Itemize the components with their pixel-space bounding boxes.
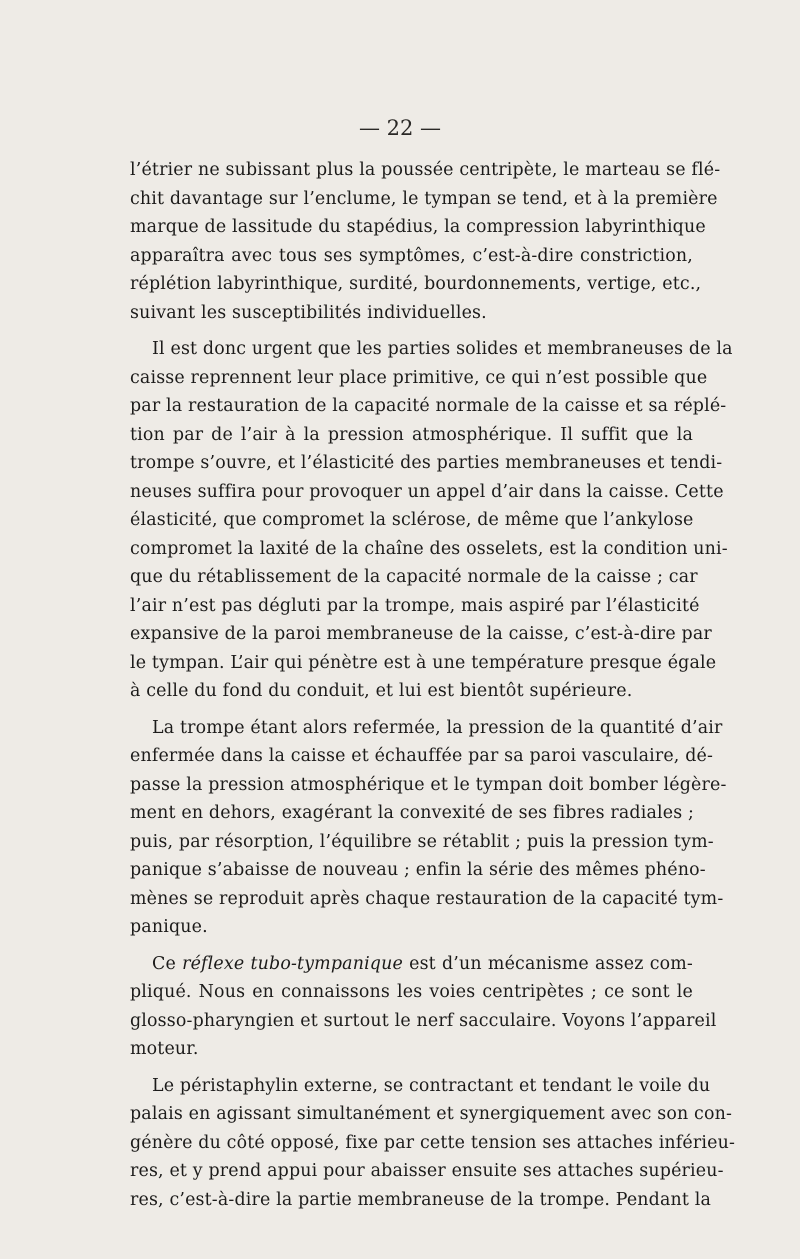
- text-line: apparaîtra avec tous ses symptômes, c’est-à-dire constriction,: [130, 245, 693, 266]
- text-line: ment en dehors, exagérant la convexité de ses fibres radiales ;: [130, 803, 695, 823]
- text-line: [130, 950, 693, 979]
- text-line: enfermée dans la caisse et échauffée par sa paroi vasculaire, dé-: [130, 746, 714, 766]
- italic-term: réflexe tubo-tympanique: [182, 953, 403, 974]
- text-line: le tympan. L’air qui pénètre est à une température presque égale: [130, 652, 717, 673]
- text-line: trompe s’ouvre, et l’élasticité des parties membraneuses et tendi-: [130, 453, 723, 473]
- text-line: à celle du fond du conduit, et lui est bientôt supérieure.: [130, 681, 633, 701]
- text-line: l’étrier ne subissant plus la poussée centripète, le marteau se flé-: [130, 160, 721, 180]
- text-line: moteur.: [130, 1039, 199, 1059]
- text-line: chit davantage sur l’enclume, le tympan se tend, et à la première: [130, 188, 718, 209]
- text-line: puis, par résorption, l’équilibre se rétablit ; puis la pression tym-: [130, 831, 714, 852]
- text-line: caisse reprennent leur place primitive, ce qui n’est possible que: [130, 367, 708, 388]
- text-line: mènes se reproduit après chaque restauration de la capacité tym-: [130, 888, 724, 909]
- text-line: tion par de l’air à la pression atmosphérique. Il suffit que la: [130, 424, 693, 445]
- text-line: marque de lassitude du stapédius, la compression labyrinthique: [130, 217, 706, 237]
- text-line: panique.: [130, 917, 208, 937]
- text-line: neuses suffira pour provoquer un appel d’air dans la caisse. Cette: [130, 481, 724, 502]
- text-line: res, et y prend appui pour abaisser ensuite ses attaches supérieu-: [130, 1161, 724, 1181]
- text-line: passe la pression atmosphérique et le tympan doit bomber légère-: [130, 774, 727, 795]
- paragraph-1: [130, 156, 721, 327]
- text-line: par la restauration de la capacité normale de la caisse et sa réplé-: [130, 396, 727, 416]
- text-line: Il est donc urgent que les parties solides et membraneuses de la: [152, 339, 733, 359]
- paragraph-4: [130, 950, 717, 1064]
- text-line: expansive de la paroi membraneuse de la caisse, c’est-à-dire par: [130, 624, 712, 644]
- paragraph-2: [130, 335, 733, 706]
- text-line: La trompe étant alors refermée, la pression de la quantité d’air: [152, 717, 723, 738]
- text-run: Ce: [152, 953, 183, 974]
- text-line: panique s’abaisse de nouveau ; enfin la série des mêmes phéno-: [130, 860, 706, 880]
- paragraph-5: [130, 1072, 735, 1215]
- text-line: l’air n’est pas dégluti par la trompe, mais aspiré par l’élasticité: [130, 595, 700, 616]
- text-line: compromet la laxité de la chaîne des osselets, est la condition uni-: [130, 538, 728, 559]
- text-line: Le péristaphylin externe, se contractant et tendant le voile du: [152, 1075, 711, 1096]
- text-line: suivant les susceptibilités individuelles.: [130, 302, 487, 323]
- text-line: que du rétablissement de la capacité normale de la caisse ; car: [130, 567, 698, 587]
- text-line: réplétion labyrinthique, surdité, bourdonnements, vertige, etc.,: [130, 274, 702, 294]
- text-line: palais en agissant simultanément et synergiquement avec son con-: [130, 1104, 733, 1124]
- text-line: glosso-pharyngien et surtout le nerf sacculaire. Voyons l’appareil: [130, 1010, 717, 1031]
- body-text: [130, 156, 735, 1214]
- text-line: génère du côté opposé, fixe par cette tension ses attaches inférieu-: [130, 1132, 735, 1153]
- text-line: res, c’est-à-dire la partie membraneuse de la trompe. Pendant la: [130, 1189, 712, 1210]
- text-line: élasticité, que compromet la sclérose, de même que l’ankylose: [130, 510, 694, 530]
- paragraph-3: [130, 714, 727, 942]
- page-number: — 22 —: [358, 116, 442, 140]
- text-line: pliqué. Nous en connaissons les voies centripètes ; ce sont le: [130, 982, 693, 1002]
- text-run: est d’un mécanisme assez com-: [402, 953, 693, 974]
